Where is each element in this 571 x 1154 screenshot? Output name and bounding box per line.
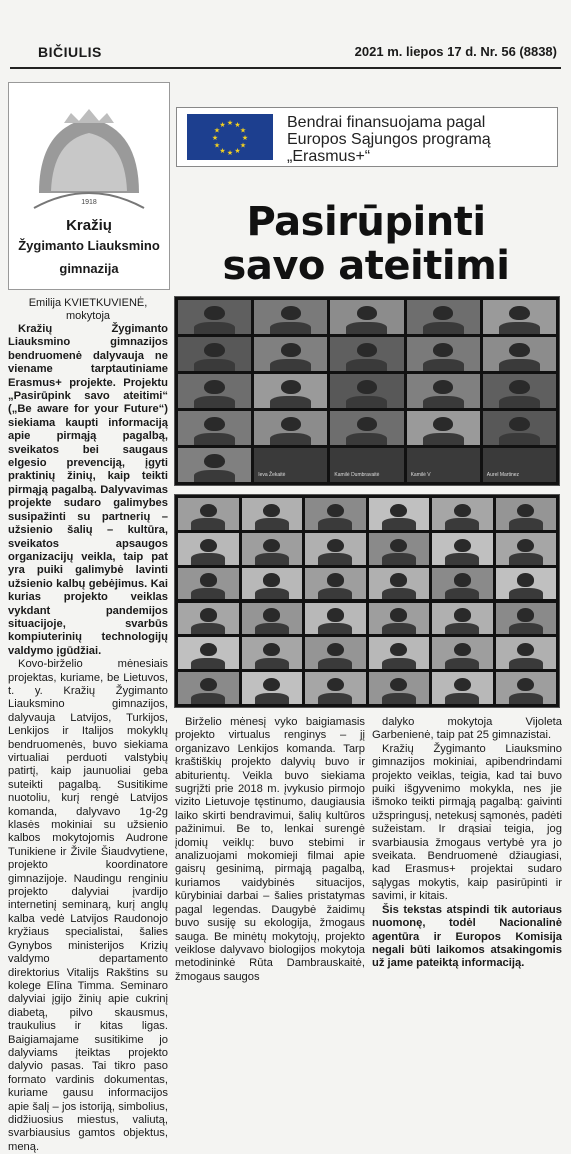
participant-tile	[178, 637, 239, 669]
participant-name: Aurel Martinez	[486, 472, 520, 478]
issue-date: 2021 m. liepos 17 d. Nr. 56 (8838)	[354, 44, 557, 59]
participant-tile	[496, 637, 557, 669]
participant-tile	[178, 672, 239, 704]
flag-star-icon: ★	[213, 142, 221, 150]
participant-tile	[178, 533, 239, 565]
eu-flag-icon	[187, 114, 273, 160]
flag-star-icon: ★	[226, 150, 234, 157]
participant-tile	[254, 448, 327, 482]
flag-star-icon: ★	[211, 135, 219, 142]
paragraph: Kovo-birželio mėnesiais projektas, kuriame, be Lietuvos, t. y. Kražių Žygimanto Liauksmino gimnazijos, dalyvauja Latvijos, Turkijos, Lenkijos ir Italijos mokyklų bendruomenės, buvo siekiama virtualiai perduoti valstybių patirtį, kaip jaunuoliai geba suteikti pagalbą. Susitikime nuotoliu, kurį rengė Latvijos komanda, dalyvavo 1g-2g klasės mokiniai su užsienio kalbos mokytojomis Audrone Tunikiene ir Živile Šiaudvytiene, projekto koordinatore gimnazijoje. Naudingu renginiu projekto dalyviai įvardijo internetinį seminarą, kurį anglų kalba vedė Latvijos Raudonojo kryžiaus specialistai, šalies Gynybos ministerijos Krizių valdymo departamento direktorius Vitalijs Rakštins su kolege Elīna Timma. Seminaro dalyviai įgijo žinių apie cukrinį diabetą, pilvo skausmus, traukulius ir kitas ligas. Baigiamajame susitikime jo dalyviams įteiktas projekto dalyvio pasas. Tai tikro paso formato vardinis dokumentas, kuriame gausu informacijos apie šalį – jos istoriją, simbolius, didžiuosius miestus, valiutą, svarbiausius gamtos objektus, meną.	[8, 658, 168, 1153]
paragraph: Kražių Žygimanto Liauksmino gimnazijos bendruomenė dalyvauja ne viename tarptautiniame Erasmus+ projekte. Projektu „Pasirūpink savo ateitimi“ („Be aware for your Future“) siekiama kaupti informaciją apie pirmąją pagalbą, sveikatos bei saugaus elgesio prevenciją, įgyti praktinių žinių, kaip teikti pirmąją pagalbą. Dalyvavimas projekte sudaro galimybes susipažinti su partnerių – užsienio šalių – kultūra, sveikatos apsaugos organizacijų veikla, taip pat yra puiki galimybė lavinti užsienio kalbų gebėjimus. Kai kurias projekto veiklas vykdant pandemijos situacijoje, svarbūs kompiuterinių technologijų valdymo įgūdžiai.	[8, 323, 168, 657]
flag-star-icon: ★	[219, 147, 226, 155]
participant-tile	[483, 374, 556, 408]
participant-tile	[369, 568, 430, 600]
newspaper-name: BIČIULIS	[38, 44, 102, 60]
participant-tile	[305, 672, 366, 704]
text-column-1	[8, 323, 168, 1154]
paragraph: Kražių Žygimanto Liauksmino gimnazijos mokiniai, apibendrindami projekto veiklas, teigia, kad tai buvo puiki išgyvenimo mokykla, nes jie išmoko teikti pirmąją pagalbą: gaivinti užspringusį, netekusį sąmonės, padėti sužeistam. Ir drąsiai teigia, jog svarbiausia žmogaus vertybė yra jo sveikata. Bendruomenė džiaugiasi, kad Erasmus+ projektai sudaro sąlygas mokytis, kaip pasirūpinti ir savimi, ir kitais.	[372, 742, 562, 903]
participant-tile	[178, 498, 239, 530]
flag-star-icon: ★	[239, 142, 247, 150]
participant-tile	[254, 337, 327, 371]
participant-tile	[254, 374, 327, 408]
participant-tile	[330, 448, 403, 482]
title-line-1: Pasirūpinti	[246, 199, 486, 245]
participant-tile	[254, 300, 327, 334]
article-title	[176, 200, 556, 288]
school-emblem-icon	[9, 83, 169, 218]
text-column-3	[372, 716, 562, 971]
participant-name: Ieva Žekaitė	[258, 472, 286, 478]
erasmus-line-3: „Erasmus+“	[287, 148, 371, 165]
participant-tile	[432, 637, 493, 669]
participant-tile	[369, 533, 430, 565]
participant-tile	[432, 533, 493, 565]
participant-name: Kamilė Dumbravaitė	[334, 472, 380, 478]
participant-tile	[369, 672, 430, 704]
video-call-screenshot-2	[174, 494, 560, 708]
participant-tile	[496, 498, 557, 530]
participant-tile	[407, 300, 480, 334]
logo-line-2: Žygimanto Liauksmino	[18, 238, 160, 253]
participant-tile	[496, 568, 557, 600]
participant-tile	[305, 637, 366, 669]
flag-star-icon: ★	[241, 135, 249, 142]
participant-tile	[369, 498, 430, 530]
flag-star-icon: ★	[219, 122, 226, 130]
text-column-2	[175, 716, 365, 984]
participant-tile	[242, 533, 303, 565]
participant-tile	[496, 603, 557, 635]
participant-tile	[407, 411, 480, 445]
participant-tile	[305, 498, 366, 530]
logo-line-1: Kražių	[66, 217, 112, 234]
participant-tile	[242, 637, 303, 669]
paragraph: Šis tekstas atspindi tik autoriaus nuomonę, todėl Nacionalinė agentūra ir Europos Komisija negali būti laikomos atsakingomis už jame pateiktą informaciją.	[372, 903, 562, 970]
participant-tile	[407, 337, 480, 371]
participant-tile	[432, 498, 493, 530]
participant-tile	[432, 568, 493, 600]
participant-tile	[407, 374, 480, 408]
erasmus-line-1: Bendrai finansuojama pagal	[287, 114, 486, 131]
flag-star-icon: ★	[226, 120, 234, 127]
participant-name: Kamilė V	[410, 472, 431, 478]
participant-tile	[407, 448, 480, 482]
flag-star-icon: ★	[234, 122, 241, 130]
title-line-2: savo ateitimi	[222, 243, 510, 289]
logo-line-3: gimnazija	[59, 261, 119, 276]
participant-tile	[483, 448, 556, 482]
participant-tile	[330, 300, 403, 334]
participant-tile	[483, 300, 556, 334]
participant-tile	[178, 337, 251, 371]
flag-star-icon: ★	[213, 127, 221, 135]
participant-tile	[330, 411, 403, 445]
participant-tile	[178, 448, 251, 482]
participant-tile	[369, 637, 430, 669]
participant-tile	[242, 498, 303, 530]
participant-tile	[178, 300, 251, 334]
author-name: Emilija KVIETKUVIENĖ,	[28, 297, 148, 309]
participant-tile	[242, 568, 303, 600]
erasmus-line-2: Europos Sąjungos programą	[287, 131, 491, 148]
author-role: mokytoja	[65, 310, 111, 322]
participant-tile	[330, 337, 403, 371]
participant-tile	[305, 603, 366, 635]
paragraph: Birželio mėnesį vyko baigiamasis projekto virtualus renginys – jį organizavo Lenkijos komanda. Tarp kraštiškių projekto dalyvių buvo ir abiturientų. Veikla buvo siekiama sugrįžti prie 2018 m. įvykusio pirmojo vizito Lietuvoje tęstinumo, daugiausia laiko skirti bendravimui, šalių kultūros pažinimui. Be to, lenkai surengė įdomių veiklų: buvo stebimi ir analizuojami mokomieji filmai apie gaisrų gesinimą, pirmąją pagalbą, kuriamos vaidybinės situacijos, kūrybiniai darbai – šalies pristatymas pagal legendas. Daugybė žaidimų buvo susiję su ekologija, žmogaus sauga. Be minėtų mokytojų, projekto veiklose dalyvavo biologijos mokytoja metodininkė Rūta Dambrauskaitė, žmogaus saugos	[175, 716, 365, 983]
video-call-screenshot-1	[174, 296, 560, 486]
school-logo	[8, 82, 170, 290]
participant-tile	[330, 374, 403, 408]
participant-tile	[432, 672, 493, 704]
header-divider	[10, 67, 561, 69]
paragraph: dalyko mokytoja Vijoleta Garbenienė, taip pat 25 gimnazistai.	[372, 716, 562, 742]
participant-tile	[369, 603, 430, 635]
logo-year: 1918	[81, 199, 97, 206]
participant-tile	[178, 374, 251, 408]
participant-tile	[254, 411, 327, 445]
participant-tile	[242, 672, 303, 704]
participant-tile	[178, 568, 239, 600]
flag-star-icon: ★	[234, 147, 241, 155]
participant-tile	[305, 568, 366, 600]
participant-tile	[178, 411, 251, 445]
participant-tile	[483, 411, 556, 445]
participant-tile	[496, 533, 557, 565]
participant-tile	[178, 603, 239, 635]
participant-tile	[242, 603, 303, 635]
participant-tile	[432, 603, 493, 635]
flag-star-icon: ★	[239, 127, 247, 135]
participant-tile	[496, 672, 557, 704]
erasmus-banner	[176, 107, 558, 167]
participant-tile	[483, 337, 556, 371]
participant-tile	[305, 533, 366, 565]
